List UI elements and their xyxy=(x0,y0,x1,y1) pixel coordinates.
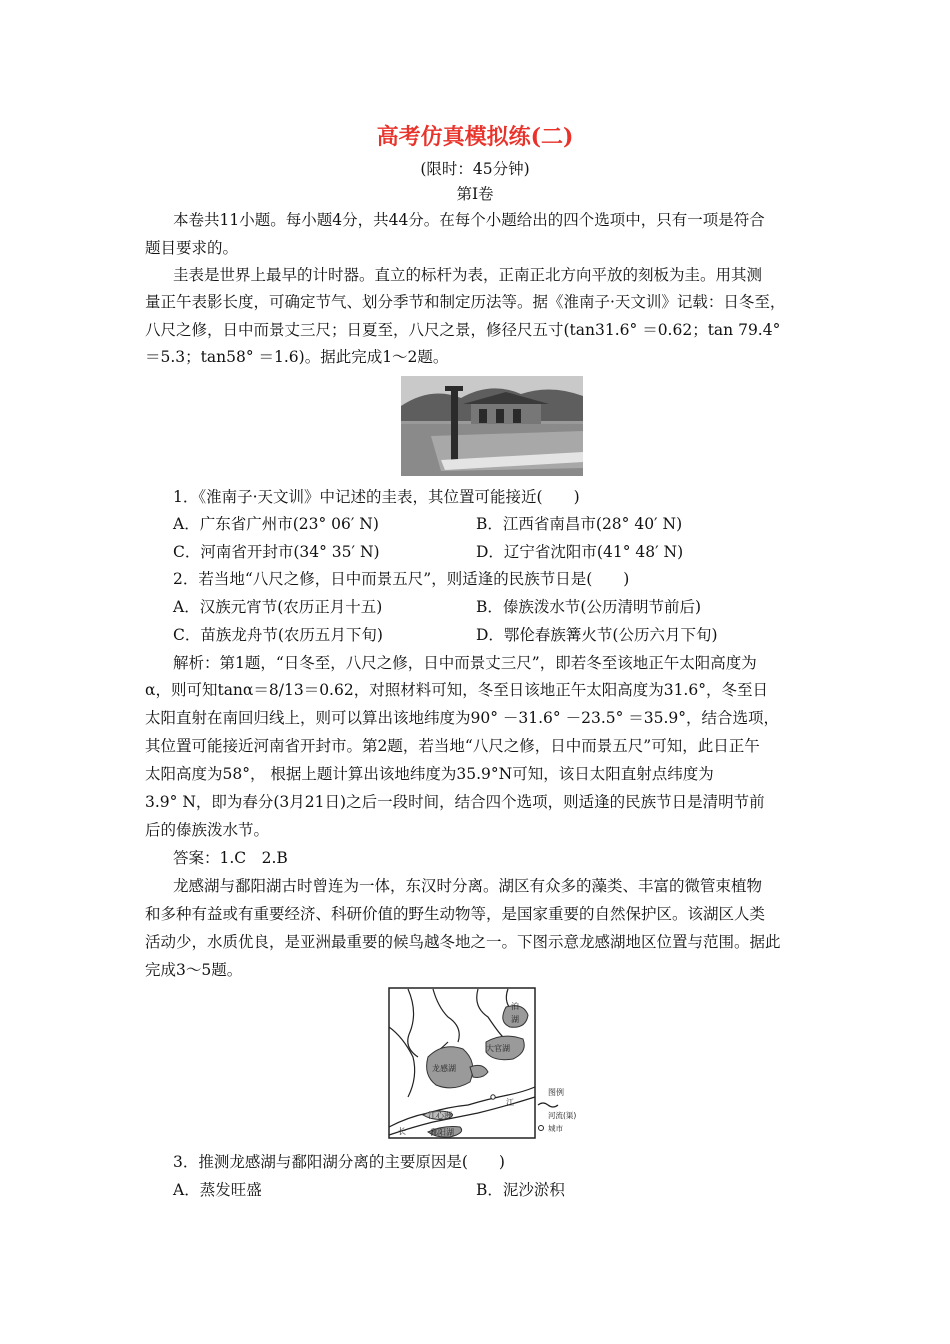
map-label-jiang: 江 xyxy=(506,1098,514,1107)
q1-option-d: D．辽宁省沈阳市(41° 48′ N) xyxy=(476,543,684,561)
analysis-line: 太阳高度为58°， 根据上题计算出该地纬度为35.9°N可知，该日太阳直射点纬度为 xyxy=(145,765,714,783)
passage-line: 龙感湖与鄱阳湖古时曾连为一体，东汉时分离。湖区有众多的藻类、丰富的微管束植物 xyxy=(173,877,763,895)
q2-option-c: C．苗族龙舟节(农历五月下旬) xyxy=(173,626,383,644)
analysis-line: 解析：第1题，“日冬至，八尺之修，日中而景丈三尺”，即若冬至该地正午太阳高度为 xyxy=(173,654,757,672)
analysis-line: α，则可知tanα＝8/13＝0.62，对照材料可知，冬至日该地正午太阳高度为31.6°，冬至日 xyxy=(145,681,768,699)
map-label-jiangxin: 江心洲 xyxy=(428,1111,452,1120)
passage-line: 活动少，水质优良，是亚洲最重要的候鸟越冬地之一。下图示意龙感湖地区位置与范围。据此 xyxy=(145,933,781,951)
time-limit: (限时：45分钟) xyxy=(420,160,530,178)
q2-option-a: A．汉族元宵节(农历正月十五) xyxy=(173,598,383,616)
intro-line: 本卷共11小题。每小题4分，共44分。在每个小题给出的四个选项中，只有一项是符合 xyxy=(173,211,765,229)
passage-line: 和多种有益或有重要经济、科研价值的野生动物等，是国家重要的自然保护区。该湖区人类 xyxy=(145,905,766,923)
q2-option-b: B．傣族泼水节(公历清明节前后) xyxy=(476,598,701,616)
analysis-line: 太阳直射在南回归线上，则可以算出该地纬度为90° －31.6° －23.5° ＝35.9°，结合选项， xyxy=(145,709,780,727)
passage-line: 完成3～5题。 xyxy=(145,961,243,979)
q1-option-c: C．河南省开封市(34° 35′ N) xyxy=(173,543,380,561)
river-legend-icon xyxy=(538,1103,558,1107)
map-label-poyang: 鄱阳湖 xyxy=(430,1128,454,1137)
passage-line: ＝5.3；tan58° ＝1.6)。据此完成1～2题。 xyxy=(145,348,449,366)
q2-stem: 2．若当地“八尺之修，日中而景五尺”，则适逢的民族节日是( ) xyxy=(173,570,630,588)
map-label-daguan-lake: 大官湖 xyxy=(486,1044,510,1053)
q1-option-b: B．江西省南昌市(28° 40′ N) xyxy=(476,515,683,533)
map-label-hu: 湖 xyxy=(511,1015,519,1024)
analysis-line: 3.9° N，即为春分(3月21日)之后一段时间，结合四个选项，则适逢的民族节日是清明节前 xyxy=(145,793,765,811)
legend-title: 图例 xyxy=(548,1088,564,1097)
intro-line: 题目要求的。 xyxy=(145,239,239,257)
city-legend-icon xyxy=(539,1126,544,1131)
q3-option-a: A．蒸发旺盛 xyxy=(173,1181,262,1199)
q1-option-a: A．广东省广州市(23° 06′ N) xyxy=(173,515,379,533)
passage-line: 八尺之修，日中而景丈三尺；日夏至，八尺之景，修径尺五寸(tan31.6° ＝0.62；tan 79.4° xyxy=(145,321,781,339)
section-heading: 第Ⅰ卷 xyxy=(456,185,494,203)
passage-line: 量正午表影长度，可确定节气、划分季节和制定历法等。据《淮南子·天文训》记载：日冬至， xyxy=(145,293,786,311)
map-label-longgan-lake: 龙感湖 xyxy=(432,1064,456,1073)
q1-stem: 1．《淮南子·天文训》中记述的圭表，其位置可能接近( ) xyxy=(173,488,580,506)
answer-line: 答案：1.C 2.B xyxy=(173,849,288,867)
page-title: 高考仿真模拟练(二) xyxy=(376,124,574,150)
q3-stem: 3．推测龙感湖与鄱阳湖分离的主要原因是( ) xyxy=(173,1153,505,1171)
map-label-bo: 泊 xyxy=(511,1002,519,1011)
q3-option-b: B．泥沙淤积 xyxy=(476,1181,565,1199)
q2-option-d: D．鄂伦春族篝火节(公历六月下旬) xyxy=(476,626,718,644)
longgan-lake-map xyxy=(388,987,576,1139)
map-label-chang: 长 xyxy=(398,1127,406,1136)
legend-city: 城市 xyxy=(548,1124,563,1133)
legend-river: 河流(渠) xyxy=(548,1111,576,1120)
passage-line: 圭表是世界上最早的计时器。直立的标杆为表，正南正北方向平放的刻板为圭。用其测 xyxy=(173,266,763,284)
analysis-line: 其位置可能接近河南省开封市。第2题，若当地“八尺之修，日中而景五尺”可知，此日正午 xyxy=(145,737,760,755)
analysis-line: 后的傣族泼水节。 xyxy=(145,821,270,839)
gnomon-photo xyxy=(401,376,583,476)
